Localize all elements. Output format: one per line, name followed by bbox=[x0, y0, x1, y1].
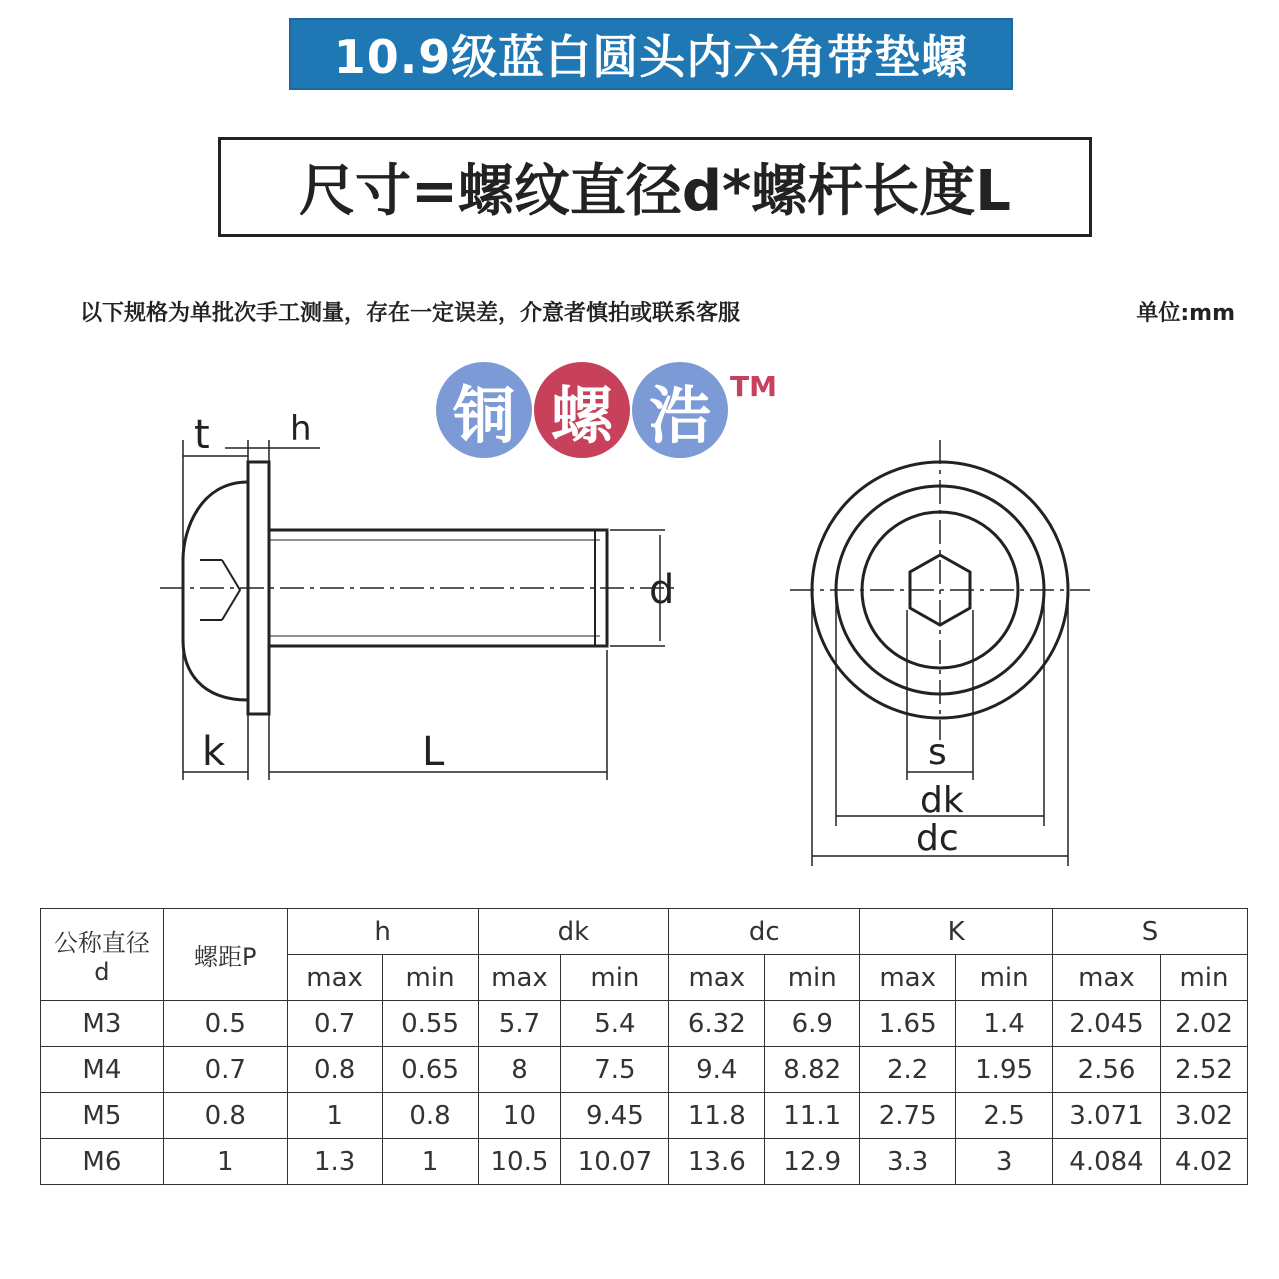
subheader: max bbox=[669, 955, 765, 1001]
subheader: max bbox=[1053, 955, 1161, 1001]
spec-table bbox=[40, 908, 1248, 1185]
brand-char-3: 浩 bbox=[632, 362, 728, 458]
table-cell: M6 bbox=[41, 1139, 164, 1185]
table-cell: 0.7 bbox=[163, 1047, 287, 1093]
side-labels bbox=[194, 409, 674, 775]
table-cell: 4.02 bbox=[1160, 1139, 1247, 1185]
header-group-dk: dk bbox=[478, 909, 669, 955]
table-cell: 9.4 bbox=[669, 1047, 765, 1093]
table-cell: 1 bbox=[163, 1139, 287, 1185]
header-group-k: K bbox=[860, 909, 1053, 955]
brand-char-2: 螺 bbox=[534, 362, 630, 458]
table-cell: 7.5 bbox=[561, 1047, 669, 1093]
table-cell: 10 bbox=[478, 1093, 561, 1139]
table-row bbox=[41, 1093, 1248, 1139]
table-cell: M5 bbox=[41, 1093, 164, 1139]
table-cell: 1 bbox=[287, 1093, 382, 1139]
table-row bbox=[41, 1047, 1248, 1093]
header-group-h: h bbox=[287, 909, 478, 955]
header-nominal-line1: 公称直径 bbox=[53, 929, 150, 957]
table-cell: 2.045 bbox=[1053, 1001, 1161, 1047]
front-labels bbox=[916, 732, 964, 859]
table-cell: M4 bbox=[41, 1047, 164, 1093]
subheader: max bbox=[860, 955, 956, 1001]
table-cell: 10.5 bbox=[478, 1139, 561, 1185]
hex-socket-side bbox=[222, 560, 240, 620]
header-group-dc: dc bbox=[669, 909, 860, 955]
table-cell: 3.3 bbox=[860, 1139, 956, 1185]
subheader: min bbox=[765, 955, 860, 1001]
table-row bbox=[41, 1001, 1248, 1047]
table-cell: 12.9 bbox=[765, 1139, 860, 1185]
label-t: t bbox=[194, 412, 210, 458]
subheader: min bbox=[561, 955, 669, 1001]
table-cell: 0.8 bbox=[287, 1047, 382, 1093]
table-cell: 8.82 bbox=[765, 1047, 860, 1093]
table-cell: 3.02 bbox=[1160, 1093, 1247, 1139]
table-cell: 0.7 bbox=[287, 1001, 382, 1047]
table-cell: 5.4 bbox=[561, 1001, 669, 1047]
label-dk: dk bbox=[920, 780, 964, 821]
table-cell: 4.084 bbox=[1053, 1139, 1161, 1185]
table-cell: 0.55 bbox=[382, 1001, 478, 1047]
header-nominal-line2: d bbox=[94, 958, 110, 986]
table-cell: 2.5 bbox=[956, 1093, 1053, 1139]
table-cell: 2.02 bbox=[1160, 1001, 1247, 1047]
table-cell: 1.4 bbox=[956, 1001, 1053, 1047]
screw-shank bbox=[269, 530, 607, 646]
table-cell: 8 bbox=[478, 1047, 561, 1093]
table-cell: 10.07 bbox=[561, 1139, 669, 1185]
subheader: max bbox=[287, 955, 382, 1001]
table-cell: 11.1 bbox=[765, 1093, 860, 1139]
header-nominal bbox=[41, 909, 164, 1001]
table-cell: 2.75 bbox=[860, 1093, 956, 1139]
table-row bbox=[41, 1139, 1248, 1185]
subheader: max bbox=[478, 955, 561, 1001]
label-d: d bbox=[649, 567, 675, 613]
table-cell: 2.2 bbox=[860, 1047, 956, 1093]
table-cell: 1.3 bbox=[287, 1139, 382, 1185]
table-cell: 6.9 bbox=[765, 1001, 860, 1047]
table-cell: 6.32 bbox=[669, 1001, 765, 1047]
table-cell: 2.56 bbox=[1053, 1047, 1161, 1093]
header-pitch: 螺距P bbox=[163, 909, 287, 1001]
table-cell: 5.7 bbox=[478, 1001, 561, 1047]
label-s: s bbox=[928, 732, 947, 773]
table-cell: 0.5 bbox=[163, 1001, 287, 1047]
unit-label: 单位:mm bbox=[1136, 301, 1235, 326]
measurement-note: 以下规格为单批次手工测量，存在一定误差，介意者慎拍或联系客服 bbox=[80, 301, 741, 326]
trademark-mark: TM bbox=[730, 370, 777, 403]
table-cell: 2.52 bbox=[1160, 1047, 1247, 1093]
table-cell: 1.95 bbox=[956, 1047, 1053, 1093]
label-h: h bbox=[290, 409, 312, 449]
label-dc: dc bbox=[916, 818, 959, 859]
banner-title: 10.9级蓝白圆头内六角带垫螺 bbox=[333, 30, 969, 84]
header-group-s: S bbox=[1053, 909, 1248, 955]
table-cell: 0.65 bbox=[382, 1047, 478, 1093]
label-L: L bbox=[422, 729, 445, 775]
table-header-row-1 bbox=[41, 909, 1248, 955]
table-cell: 13.6 bbox=[669, 1139, 765, 1185]
table-cell: 3.071 bbox=[1053, 1093, 1161, 1139]
subheader: min bbox=[1160, 955, 1247, 1001]
subheader: min bbox=[956, 955, 1053, 1001]
size-formula: 尺寸=螺纹直径d*螺杆长度L bbox=[299, 159, 1011, 224]
table-cell: M3 bbox=[41, 1001, 164, 1047]
table-cell: 11.8 bbox=[669, 1093, 765, 1139]
table-cell: 1 bbox=[382, 1139, 478, 1185]
table-cell: 0.8 bbox=[163, 1093, 287, 1139]
table-cell: 1.65 bbox=[860, 1001, 956, 1047]
brand-char-1: 铜 bbox=[436, 362, 532, 458]
table-cell: 9.45 bbox=[561, 1093, 669, 1139]
label-k: k bbox=[202, 729, 226, 775]
subheader: min bbox=[382, 955, 478, 1001]
table-cell: 3 bbox=[956, 1139, 1053, 1185]
table-cell: 0.8 bbox=[382, 1093, 478, 1139]
